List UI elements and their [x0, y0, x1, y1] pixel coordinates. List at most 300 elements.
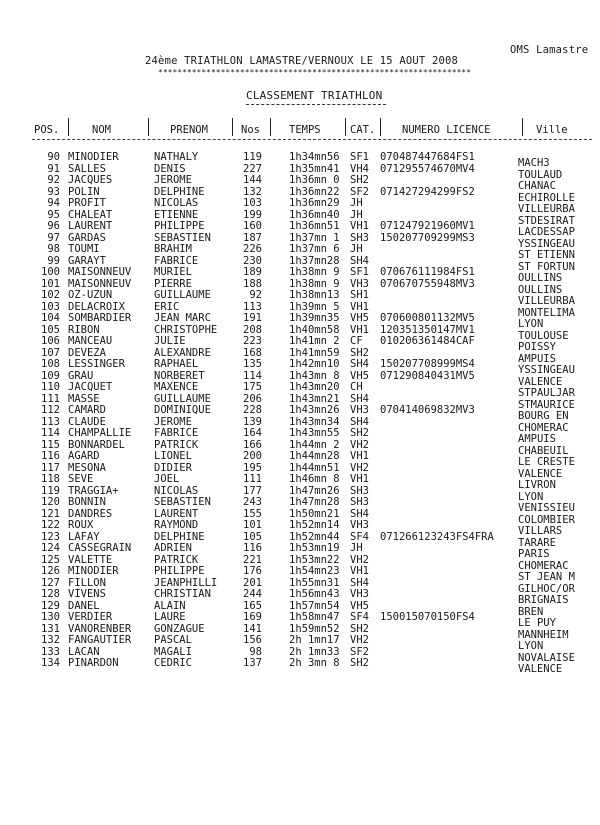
cell-prenom: RAYMOND: [154, 519, 199, 531]
cell-nom: MAISONNEUV: [68, 266, 132, 278]
cell-nom: LACAN: [68, 645, 100, 658]
cell-prenom: JOEL: [154, 473, 180, 485]
cell-nos: 175: [243, 381, 262, 393]
cell-ville: CHOMERAC: [518, 559, 569, 572]
cell-licence: 071427294299FS2: [380, 185, 475, 198]
cell-nos: 166: [243, 438, 262, 451]
cell-pos: 110: [41, 381, 60, 393]
cell-cat: VH4: [350, 162, 369, 175]
cell-ville: VALENCE: [518, 663, 563, 675]
cell-prenom: DOMINIQUE: [154, 404, 211, 416]
cell-ville: VILLEURBA: [518, 295, 575, 307]
col-header-prenom: PRENOM: [170, 124, 208, 136]
cell-nos: 208: [243, 323, 262, 336]
cell-cat: SF4: [350, 611, 369, 623]
cell-nom: DEVEZA: [68, 346, 106, 359]
cell-temps: 1h43mn26: [289, 404, 340, 416]
col-header-nom: NOM: [92, 124, 111, 136]
cell-nom: MASSE: [68, 392, 100, 405]
cell-nos: 227: [243, 162, 262, 175]
cell-temps: 1h36mn40: [289, 208, 340, 221]
cell-pos: 128: [41, 588, 60, 600]
cell-cat: VH2: [350, 553, 369, 566]
cell-ville: GILHOC/OR: [518, 582, 575, 595]
cell-pos: 105: [41, 323, 60, 336]
cell-nom: MINODIER: [68, 565, 119, 577]
cell-temps: 1h36mn51: [289, 220, 340, 232]
cell-temps: 1h34mn56: [289, 151, 340, 163]
cell-pos: 104: [41, 312, 60, 324]
col-separator: [270, 118, 271, 136]
cell-ville: TOULOUSE: [518, 329, 569, 342]
cell-cat: SH3: [350, 484, 369, 497]
cell-cat: JH: [350, 197, 363, 209]
cell-cat: VH5: [350, 599, 369, 612]
cell-nom: GARDAS: [68, 231, 106, 244]
cell-nom: SOMBARDIER: [68, 312, 132, 324]
cell-nom: MESONA: [68, 461, 106, 474]
cell-pos: 99: [47, 254, 60, 267]
cell-prenom: GONZAGUE: [154, 622, 205, 635]
col-header-cat: CAT.: [350, 124, 376, 136]
cell-cat: SH4: [350, 358, 369, 370]
cell-temps: 1h41mn59: [289, 346, 340, 359]
cell-licence: 071266123243FS4FRA: [380, 530, 494, 543]
cell-cat: VH1: [350, 450, 369, 462]
cell-nom: MINODIER: [68, 151, 119, 163]
cell-nos: 137: [243, 657, 262, 669]
cell-prenom: ADRIEN: [154, 542, 192, 554]
cell-temps: 1h54mn23: [289, 565, 340, 577]
cell-temps: 1h58mn47: [289, 611, 340, 623]
title-stars: *****************************************************************: [158, 68, 472, 77]
cell-temps: 1h55mn31: [289, 576, 340, 589]
cell-pos: 122: [41, 519, 60, 531]
cell-cat: SH4: [350, 507, 369, 520]
cell-ville: YSSINGEAU: [518, 364, 575, 376]
cell-pos: 133: [41, 645, 60, 658]
cell-prenom: PHILIPPE: [154, 220, 205, 232]
cell-nos: 206: [243, 392, 262, 405]
cell-cat: VH3: [350, 588, 369, 600]
cell-pos: 120: [41, 496, 60, 508]
cell-nom: PROFIT: [68, 197, 106, 209]
cell-ville: VALENCE: [518, 375, 563, 388]
cell-prenom: LAURENT: [154, 507, 199, 520]
cell-ville: AMPUIS: [518, 352, 556, 365]
cell-temps: 1h39mn 5: [289, 300, 340, 313]
cell-temps: 1h44mn 2: [289, 438, 340, 451]
cell-nos: 164: [243, 427, 262, 439]
cell-licence: 070487447684FS1: [380, 151, 475, 163]
cell-licence: 070600801132MV5: [380, 312, 475, 324]
cell-prenom: DENIS: [154, 162, 186, 175]
cell-cat: SH2: [350, 174, 369, 186]
cell-nom: SALLES: [68, 162, 106, 175]
cell-nos: 230: [243, 254, 262, 267]
cell-cat: SH1: [350, 289, 369, 301]
cell-nos: 101: [243, 519, 262, 531]
cell-licence: 071247921960MV1: [380, 220, 475, 232]
cell-cat: SF2: [350, 185, 369, 198]
page-title: 24ème TRIATHLON LAMASTRE/VERNOUX LE 15 AOUT 2008: [145, 55, 459, 67]
col-separator: [232, 118, 233, 136]
cell-ville: STDESIRAT: [518, 214, 575, 227]
cell-nom: SEVE: [68, 473, 94, 485]
cell-prenom: MAXENCE: [154, 381, 199, 393]
cell-temps: 1h53mn22: [289, 553, 340, 566]
cell-nos: 139: [243, 415, 262, 428]
cell-nom: CHAMPALLIE: [68, 427, 132, 439]
cell-nom: LESSINGER: [68, 358, 125, 370]
cell-ville: COLOMBIER: [518, 513, 575, 526]
cell-cat: VH2: [350, 438, 369, 451]
cell-prenom: LIONEL: [154, 450, 192, 462]
cell-cat: JH: [350, 542, 363, 554]
cell-ville: STMAURICE: [518, 398, 575, 411]
col-header-temps: TEMPS: [289, 124, 321, 136]
cell-prenom: MURIEL: [154, 266, 192, 278]
cell-cat: VH5: [350, 312, 369, 324]
cell-pos: 132: [41, 634, 60, 646]
cell-ville: POISSY: [518, 341, 556, 353]
cell-temps: 1h41mn 2: [289, 335, 340, 347]
cell-ville: CHANAC: [518, 180, 556, 192]
cell-nom: GARAYT: [68, 254, 106, 267]
cell-ville: TOULAUD: [518, 168, 563, 181]
subtitle-underline: [246, 104, 386, 105]
cell-ville: LIVRON: [518, 479, 556, 491]
cell-cat: VH2: [350, 461, 369, 474]
organizer: OMS Lamastre: [510, 44, 589, 56]
cell-nom: LAURENT: [68, 220, 113, 232]
cell-temps: 1h40mn58: [289, 323, 340, 336]
cell-temps: 1h37mn 1: [289, 231, 340, 244]
col-separator: [68, 118, 69, 136]
cell-pos: 96: [47, 220, 60, 232]
cell-cat: VH1: [350, 220, 369, 232]
cell-cat: VH1: [350, 300, 369, 313]
cell-nos: 200: [243, 450, 262, 462]
cell-prenom: NATHALY: [154, 151, 199, 163]
cell-pos: 101: [41, 277, 60, 290]
header-rule: [32, 139, 592, 140]
cell-cat: VH2: [350, 634, 369, 646]
cell-prenom: DELPHINE: [154, 530, 205, 543]
cell-pos: 112: [41, 404, 60, 416]
cell-cat: SH2: [350, 346, 369, 359]
cell-prenom: LAURE: [154, 611, 186, 623]
cell-prenom: NICOLAS: [154, 197, 199, 209]
cell-prenom: FABRICE: [154, 427, 199, 439]
cell-nos: 92: [249, 289, 262, 301]
cell-ville: MONTELIMA: [518, 306, 575, 319]
cell-licence: 120351350147MV1: [380, 323, 475, 336]
cell-ville: CHABEUIL: [518, 444, 569, 457]
cell-pos: 114: [41, 427, 60, 439]
cell-licence: 150015070150FS4: [380, 611, 475, 623]
cell-temps: 1h52mn44: [289, 530, 340, 543]
cell-nos: 189: [243, 266, 262, 278]
cell-temps: 1h36mn 0: [289, 174, 340, 186]
cell-ville: ST ETIENN: [518, 249, 575, 261]
cell-temps: 1h47mn26: [289, 484, 340, 497]
cell-licence: 070670755948MV3: [380, 277, 475, 290]
cell-cat: JH: [350, 208, 363, 221]
cell-cat: VH1: [350, 473, 369, 485]
cell-ville: BREN: [518, 605, 544, 618]
cell-prenom: JEANPHILLI: [154, 576, 218, 589]
col-header-nos: Nos: [241, 124, 260, 136]
cell-nom: BONNARDEL: [68, 438, 125, 451]
cell-temps: 1h43mn 8: [289, 369, 340, 382]
cell-nos: 243: [243, 496, 262, 508]
cell-licence: 070414069832MV3: [380, 404, 475, 416]
cell-cat: VH3: [350, 519, 369, 531]
cell-temps: 1h43mn34: [289, 415, 340, 428]
cell-nos: 228: [243, 404, 262, 416]
cell-nom: MAISONNEUV: [68, 277, 132, 290]
cell-nom: AGARD: [68, 450, 100, 462]
cell-pos: 119: [41, 484, 60, 497]
cell-cat: SF1: [350, 266, 369, 278]
cell-pos: 125: [41, 553, 60, 566]
cell-nos: 195: [243, 461, 262, 474]
cell-temps: 1h39mn35: [289, 312, 340, 324]
cell-ville: CHOMERAC: [518, 421, 569, 434]
cell-prenom: CHRISTIAN: [154, 588, 211, 600]
cell-nos: 105: [243, 530, 262, 543]
cell-ville: AMPUIS: [518, 433, 556, 445]
cell-prenom: CEDRIC: [154, 657, 192, 669]
cell-temps: 1h43mn21: [289, 392, 340, 405]
cell-nom: GRAU: [68, 369, 94, 382]
cell-temps: 2h 1mn17: [289, 634, 340, 646]
cell-cat: VH3: [350, 277, 369, 290]
cell-cat: CF: [350, 335, 363, 347]
cell-nom: VANORENBER: [68, 622, 132, 635]
cell-temps: 1h42mn10: [289, 358, 340, 370]
cell-cat: VH3: [350, 404, 369, 416]
cell-nom: VALETTE: [68, 553, 113, 566]
cell-pos: 91: [47, 162, 60, 175]
cell-prenom: GUILLAUME: [154, 289, 211, 301]
cell-cat: VH1: [350, 323, 369, 336]
cell-temps: 1h37mn 6: [289, 243, 340, 255]
cell-ville: BOURG EN: [518, 410, 569, 422]
cell-prenom: NORBERET: [154, 369, 205, 382]
cell-nos: 201: [243, 576, 262, 589]
cell-nos: 114: [243, 369, 262, 382]
cell-nom: RIBON: [68, 323, 100, 336]
cell-ville: MANNHEIM: [518, 628, 569, 641]
cell-pos: 103: [41, 300, 60, 313]
cell-temps: 1h43mn20: [289, 381, 340, 393]
cell-ville: VILLARS: [518, 525, 563, 537]
cell-pos: 115: [41, 438, 60, 451]
cell-prenom: GUILLAUME: [154, 392, 211, 405]
cell-prenom: JEAN MARC: [154, 312, 211, 324]
cell-temps: 1h38mn13: [289, 289, 340, 301]
cell-nos: 226: [243, 243, 262, 255]
cell-nos: 135: [243, 358, 262, 370]
cell-pos: 117: [41, 461, 60, 474]
cell-prenom: DIDIER: [154, 461, 192, 474]
cell-pos: 116: [41, 450, 60, 462]
cell-pos: 130: [41, 611, 60, 623]
cell-pos: 102: [41, 289, 60, 301]
cell-temps: 1h59mn52: [289, 622, 340, 635]
cell-ville: LYON: [518, 640, 544, 652]
cell-nom: FANGAUTIER: [68, 634, 132, 646]
cell-ville: LE PUY: [518, 617, 556, 629]
cell-nos: 169: [243, 611, 262, 623]
cell-licence: 071290840431MV5: [380, 369, 475, 382]
cell-nom: TOUMI: [68, 243, 100, 255]
cell-cat: VH1: [350, 565, 369, 577]
cell-pos: 108: [41, 358, 60, 370]
cell-nos: 156: [243, 634, 262, 646]
cell-cat: SH2: [350, 622, 369, 635]
cell-temps: 1h44mn28: [289, 450, 340, 462]
cell-prenom: RAPHAEL: [154, 358, 199, 370]
cell-nos: 98: [249, 645, 262, 658]
cell-nos: 244: [243, 588, 262, 600]
cell-ville: VENISSIEU: [518, 502, 575, 514]
cell-ville: OULLINS: [518, 283, 563, 296]
cell-ville: ST FORTUN: [518, 260, 575, 273]
cell-temps: 1h38mn 9: [289, 266, 340, 278]
cell-licence: 071295574670MV4: [380, 162, 475, 175]
cell-pos: 93: [47, 185, 60, 198]
cell-pos: 134: [41, 657, 60, 669]
cell-ville: STPAULJAR: [518, 387, 575, 399]
cell-ville: VALENCE: [518, 467, 563, 480]
col-separator: [522, 118, 523, 136]
cell-cat: SH4: [350, 415, 369, 428]
cell-nom: POLIN: [68, 185, 100, 198]
cell-cat: SH4: [350, 392, 369, 405]
col-separator: [380, 118, 381, 136]
cell-prenom: NICOLAS: [154, 484, 199, 497]
cell-cat: SH4: [350, 254, 369, 267]
cell-nos: 176: [243, 565, 262, 577]
cell-ville: PARIS: [518, 548, 550, 560]
cell-nom: LAFAY: [68, 530, 100, 543]
cell-nom: DANEL: [68, 599, 100, 612]
cell-pos: 131: [41, 622, 60, 635]
cell-ville: TARARE: [518, 536, 556, 549]
cell-temps: 1h56mn43: [289, 588, 340, 600]
cell-pos: 109: [41, 369, 60, 382]
cell-nom: JACQUET: [68, 381, 113, 393]
cell-nom: DELACROIX: [68, 300, 125, 313]
cell-prenom: JULIE: [154, 335, 186, 347]
cell-temps: 2h 3mn 8: [289, 657, 340, 669]
cell-nos: 221: [243, 553, 262, 566]
cell-nom: VERDIER: [68, 611, 113, 623]
cell-ville: OULLINS: [518, 272, 563, 284]
cell-cat: SF4: [350, 530, 369, 543]
cell-cat: SF2: [350, 645, 369, 658]
cell-pos: 123: [41, 530, 60, 543]
cell-nos: 191: [243, 312, 262, 324]
cell-nos: 144: [243, 174, 262, 186]
cell-pos: 95: [47, 208, 60, 221]
cell-nos: 177: [243, 484, 262, 497]
cell-nos: 160: [243, 220, 262, 232]
cell-nos: 223: [243, 335, 262, 347]
cell-nom: BONNIN: [68, 496, 106, 508]
cell-pos: 100: [41, 266, 60, 278]
cell-nos: 165: [243, 599, 262, 612]
cell-nos: 168: [243, 346, 262, 359]
cell-pos: 94: [47, 197, 60, 209]
cell-pos: 126: [41, 565, 60, 577]
cell-prenom: PASCAL: [154, 634, 192, 646]
cell-prenom: PIERRE: [154, 277, 192, 290]
cell-temps: 1h44mn51: [289, 461, 340, 474]
cell-cat: JH: [350, 243, 363, 255]
cell-nom: OZ-UZUN: [68, 289, 113, 301]
cell-nom: CAMARD: [68, 404, 106, 416]
cell-cat: SH3: [350, 231, 369, 244]
cell-nos: 188: [243, 277, 262, 290]
col-header-licence: NUMERO LICENCE: [402, 124, 491, 136]
cell-nos: 199: [243, 208, 262, 221]
cell-nom: DANDRES: [68, 507, 113, 520]
cell-prenom: FABRICE: [154, 254, 199, 267]
cell-pos: 118: [41, 473, 60, 485]
cell-nom: FILLON: [68, 576, 106, 589]
col-separator: [148, 118, 149, 136]
cell-ville: MACH3: [518, 157, 550, 169]
cell-pos: 90: [47, 151, 60, 163]
col-header-pos: POS.: [34, 124, 60, 136]
cell-nos: 113: [243, 300, 262, 313]
cell-prenom: ERIC: [154, 300, 180, 313]
col-separator: [345, 118, 346, 136]
cell-temps: 1h52mn14: [289, 519, 340, 531]
cell-pos: 111: [41, 392, 60, 405]
cell-prenom: BRAHIM: [154, 243, 192, 255]
cell-nom: JACQUES: [68, 174, 113, 186]
cell-cat: SH4: [350, 576, 369, 589]
cell-nom: PINARDON: [68, 657, 119, 669]
cell-nom: ROUX: [68, 519, 94, 531]
cell-ville: VILLEURBA: [518, 203, 575, 215]
subtitle: CLASSEMENT TRIATHLON: [246, 89, 383, 102]
cell-nos: 103: [243, 197, 262, 209]
cell-prenom: DELPHINE: [154, 185, 205, 198]
cell-pos: 107: [41, 346, 60, 359]
cell-prenom: JEROME: [154, 415, 192, 428]
results-table: [0, 151, 600, 675]
cell-prenom: SEBASTIEN: [154, 231, 211, 244]
cell-prenom: CHRISTOPHE: [154, 323, 218, 336]
cell-prenom: PATRICK: [154, 438, 199, 451]
cell-ville: YSSINGEAU: [518, 237, 575, 250]
cell-nom: CHALEAT: [68, 208, 113, 221]
cell-licence: 150207708999MS4: [380, 358, 475, 370]
cell-temps: 1h37mn28: [289, 254, 340, 267]
cell-temps: 2h 1mn33: [289, 645, 340, 658]
cell-prenom: ETIENNE: [154, 208, 199, 221]
cell-prenom: ALAIN: [154, 599, 186, 612]
cell-prenom: SEBASTIEN: [154, 496, 211, 508]
cell-nos: 119: [243, 151, 262, 163]
cell-prenom: ALEXANDRE: [154, 346, 211, 359]
